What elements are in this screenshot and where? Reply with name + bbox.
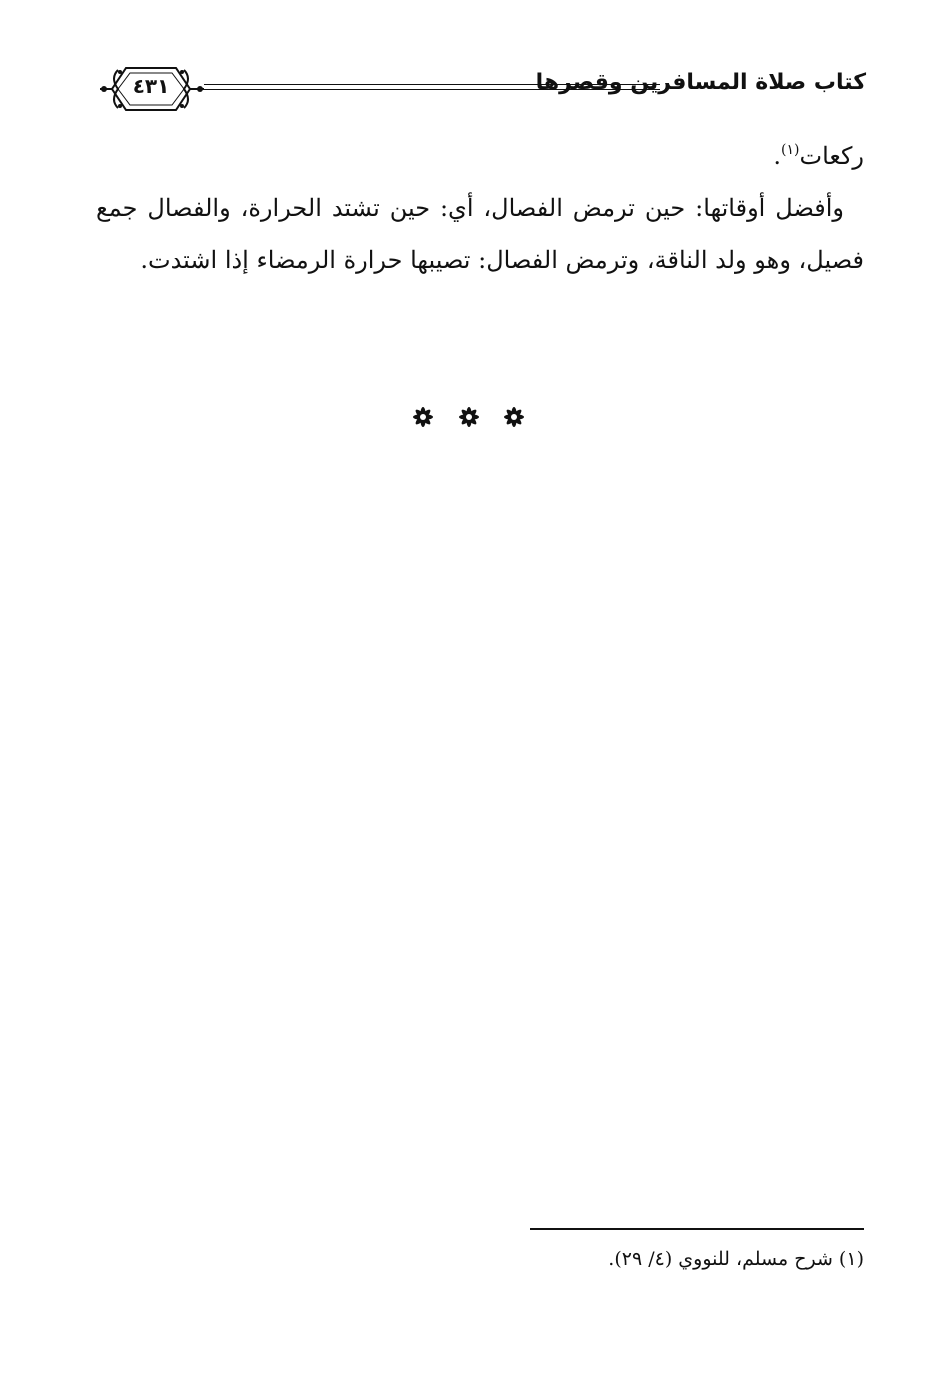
text-segment: . <box>773 142 782 170</box>
footnote-divider <box>530 1228 864 1230</box>
footnote-1: (١) شرح مسلم، للنووي (٤/ ٢٩). <box>608 1248 864 1270</box>
text-segment: ركعات <box>799 142 864 170</box>
page-header <box>96 58 866 120</box>
header-double-rule <box>204 84 660 92</box>
section-separator <box>0 405 937 433</box>
chapter-title: كتاب صلاة المسافرين وقصرها <box>535 70 866 95</box>
star-ornament-icon <box>411 405 435 433</box>
page-number-ornament <box>96 58 206 120</box>
paragraph-2: وأفضل أوقاتها: حين ترمض الفصال، أي: حين تشتد الحرارة، والفصال جمع فصيل، وهو ولد الناقة، وترمض الفصال: تصيبها حرارة الرمضاء إذا اشتدت. <box>96 194 864 274</box>
footnote-ref: (١) <box>781 142 800 158</box>
page-number: ٤٣١ <box>132 74 170 98</box>
paragraph-1 <box>96 130 864 182</box>
star-ornament-icon <box>502 405 526 433</box>
main-text <box>96 130 864 286</box>
star-ornament-icon <box>457 405 481 433</box>
